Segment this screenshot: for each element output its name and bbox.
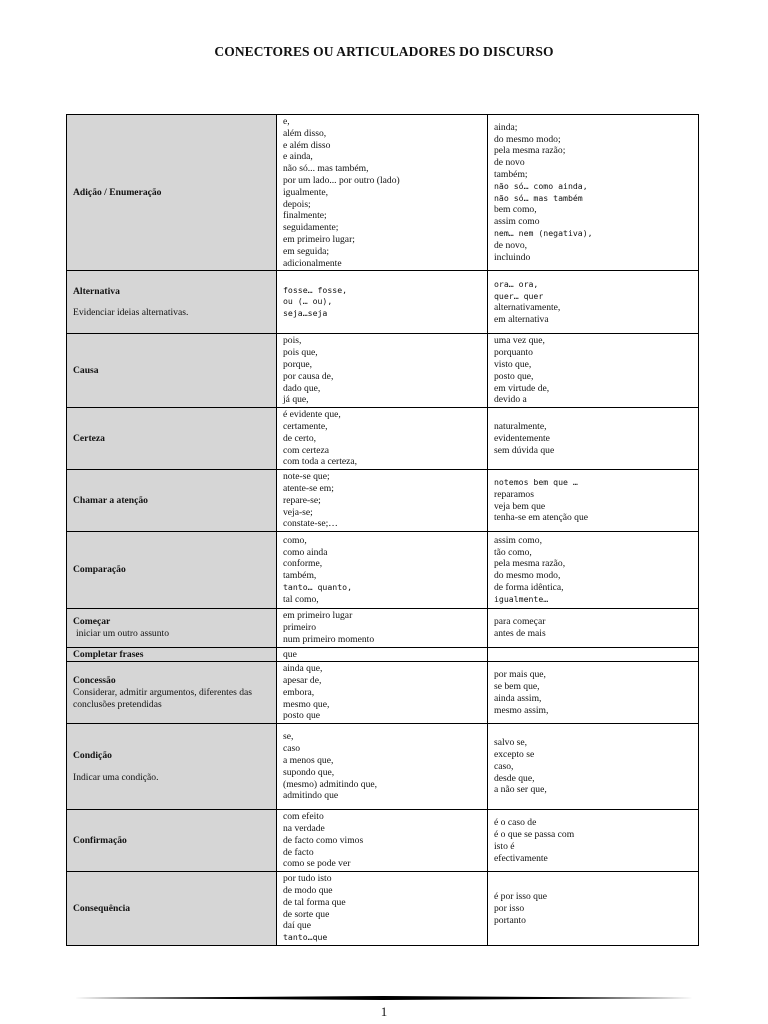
connector-item: daí que (283, 920, 311, 932)
table-row (67, 470, 699, 532)
connector-item: em primeiro lugar (283, 610, 353, 622)
connector-item: porque, (283, 358, 313, 370)
connectors-cell (488, 810, 699, 872)
category-name: Confirmação (73, 834, 127, 846)
connector-item: veja bem que (494, 500, 546, 512)
connector-item: evidentemente (494, 432, 550, 444)
table-row (67, 872, 699, 946)
connector-item: constate-se;… (283, 518, 338, 530)
connector-item: não só… como ainda, (494, 180, 588, 191)
category-name: Consequência (73, 902, 131, 914)
connector-item: num primeiro momento (283, 633, 375, 645)
connector-item: se bem que, (494, 680, 540, 692)
connector-item: reparamos (494, 488, 534, 500)
spacer (73, 762, 272, 772)
connector-item: finalmente; (283, 210, 327, 222)
connector-item: alternativamente, (494, 302, 561, 314)
category-cell (67, 724, 277, 810)
connector-item: por causa de, (283, 370, 334, 382)
connector-item: tão como, (494, 546, 532, 558)
category-name: Concessão (73, 675, 116, 687)
connector-item: ou (… ou), (283, 296, 333, 307)
connector-item: excepto se (494, 749, 535, 761)
category-cell (67, 408, 277, 470)
connector-item: caso, (494, 760, 514, 772)
category-cell (67, 470, 277, 532)
connector-item: de certo, (283, 432, 317, 444)
connectors-cell (277, 470, 488, 532)
connector-item: tanto…que (283, 932, 328, 943)
connector-item: de novo (494, 157, 525, 169)
category-description: Considerar, admitir argumentos, diferentes das conclusões pretendidas (73, 686, 253, 710)
table-row (67, 810, 699, 872)
connector-item: porquanto (494, 347, 533, 359)
connector-item: em primeiro lugar; (283, 233, 355, 245)
connector-item: com certeza (283, 444, 330, 456)
connector-item: é por isso que (494, 890, 548, 902)
connector-item: não só… mas também (494, 192, 583, 203)
connectors-cell (488, 470, 699, 532)
category-cell (67, 609, 277, 647)
connector-item: admitindo que (283, 790, 339, 802)
connector-item: portanto (494, 914, 526, 926)
connector-item: (mesmo) admitindo que, (283, 778, 378, 790)
connector-item: embora, (283, 686, 315, 698)
connectors-cell (488, 662, 699, 724)
connector-item: como se pode ver (283, 858, 351, 870)
connectors-cell (277, 408, 488, 470)
category-name: Adição / Enumeração (73, 186, 162, 198)
connector-item: por isso (494, 902, 525, 914)
connectors-cell (277, 115, 488, 271)
connector-item: assim como, (494, 534, 542, 546)
connector-item: a menos que, (283, 754, 334, 766)
connector-item: pela mesma razão; (494, 145, 566, 157)
connector-item: em seguida; (283, 245, 330, 257)
connectors-cell (488, 115, 699, 271)
connector-item: ainda que, (283, 663, 323, 675)
table-row (67, 408, 699, 470)
connector-item: devido a (494, 394, 527, 406)
connector-item: a não ser que, (494, 784, 547, 796)
category-cell (67, 810, 277, 872)
connector-item: fosse… fosse, (283, 284, 348, 295)
category-name: Causa (73, 364, 99, 376)
connectors-cell (277, 872, 488, 946)
connector-item: conforme, (283, 558, 323, 570)
connector-item: bem como, (494, 204, 537, 216)
connector-item: pois, (283, 335, 302, 347)
category-name: Alternativa (73, 285, 120, 297)
category-cell (67, 872, 277, 946)
connector-item: depois; (283, 198, 311, 210)
connector-item: para começar (494, 616, 546, 627)
connector-item: ainda assim, (494, 692, 542, 704)
connector-item: e além disso (283, 139, 331, 151)
connector-item: com toda a certeza, (283, 456, 358, 468)
connector-item: notemos bem que … (494, 477, 578, 488)
table-row (67, 609, 699, 647)
category-cell (67, 532, 277, 609)
connectors-cell (277, 334, 488, 408)
connector-item: ainda; (494, 121, 518, 133)
connector-item: de facto como vimos (283, 834, 364, 846)
connector-item: quer… quer (494, 290, 544, 301)
connector-item: com efeito (283, 811, 324, 823)
connector-item: de modo que (283, 885, 333, 897)
connector-item: sem dúvida que (494, 444, 555, 456)
table-row (67, 724, 699, 810)
connectors-cell (277, 724, 488, 810)
connector-item: uma vez que, (494, 335, 545, 347)
connectors-cell (277, 532, 488, 609)
connector-item: é o caso de (494, 817, 537, 829)
connector-item: de sorte que (283, 908, 330, 920)
connectors-cell (488, 532, 699, 609)
table-row (67, 647, 699, 662)
connector-item: na verdade (283, 823, 325, 835)
category-description: iniciar um outro assunto (76, 627, 169, 639)
category-name: Certeza (73, 432, 105, 444)
connector-item: por tudo isto (283, 873, 332, 885)
connectors-table (66, 114, 699, 946)
connector-item: de facto (283, 846, 314, 858)
category-name: Comparação (73, 564, 126, 576)
category-cell (67, 662, 277, 724)
connector-item: nem… nem (negativa), (494, 228, 593, 239)
category-cell (67, 271, 277, 334)
connector-item: pela mesma razão, (494, 558, 566, 570)
connectors-cell (488, 609, 699, 647)
connector-item: naturalmente, (494, 420, 547, 432)
connector-item: também, (283, 570, 317, 582)
connector-item: seguidamente; (283, 222, 339, 234)
connector-item: por mais que, (494, 669, 546, 681)
connector-item: efectivamente (494, 852, 548, 864)
connector-item: note-se que; (283, 471, 330, 483)
connector-item: também; (494, 169, 528, 181)
connector-item: incluindo (494, 251, 531, 263)
connector-item: de novo, (494, 239, 528, 251)
spacer (73, 297, 272, 307)
connector-item: é evidente que, (283, 409, 341, 421)
connectors-cell (488, 334, 699, 408)
connectors-cell (488, 647, 699, 662)
connector-item: posto que (283, 710, 321, 722)
connector-item: por um lado... por outro (lado) (283, 174, 400, 186)
connector-item: se, (283, 731, 294, 743)
connector-item: é o que se passa com (494, 828, 575, 840)
category-cell (67, 334, 277, 408)
connector-item: desde que, (494, 772, 535, 784)
category-name: Começar (73, 616, 111, 627)
connector-item: igualmente, (283, 186, 329, 198)
connector-item: em virtude de, (494, 382, 550, 394)
connector-item: adicionalmente (283, 257, 342, 269)
connector-item: já que, (283, 394, 309, 406)
connectors-cell (488, 872, 699, 946)
category-name: Chamar a atenção (73, 494, 148, 506)
connector-item: ora… ora, (494, 278, 539, 289)
category-name: Condição (73, 749, 112, 761)
connector-item: dado que, (283, 382, 321, 394)
connectors-cell (488, 724, 699, 810)
connector-item: igualmente… (494, 593, 549, 604)
connector-item: que (283, 648, 297, 660)
connector-item: certamente, (283, 420, 328, 432)
page-title: CONECTORES OU ARTICULADORES DO DISCURSO (214, 44, 554, 59)
table-row (67, 115, 699, 271)
connectors-cell (277, 810, 488, 872)
connector-item: tal como, (283, 593, 319, 605)
connector-item: mesmo assim, (494, 704, 549, 716)
table-row (67, 662, 699, 724)
category-name: Completar frases (73, 648, 144, 660)
connector-item: em alternativa (494, 314, 549, 326)
table-row (67, 532, 699, 609)
connector-item: antes de mais (494, 627, 546, 639)
category-description: Evidenciar ideias alternativas. (73, 307, 189, 319)
connector-item: e, (283, 116, 290, 127)
connector-item: primeiro (283, 621, 317, 633)
connector-item: do mesmo modo; (494, 133, 561, 145)
category-cell (67, 115, 277, 271)
connector-item: além disso, (283, 127, 327, 139)
connector-item: do mesmo modo, (494, 570, 561, 582)
connector-item: seja…seja (283, 308, 328, 319)
table-row (67, 334, 699, 408)
connector-item: de tal forma que (283, 896, 346, 908)
connectors-cell (277, 609, 488, 647)
footer-divider (74, 996, 694, 1000)
connector-item: salvo se, (494, 737, 528, 749)
connector-item: supondo que, (283, 766, 335, 778)
connector-item: isto é (494, 840, 515, 852)
connectors-cell (277, 271, 488, 334)
connector-item: assim como (494, 216, 540, 228)
connector-item: de forma idêntica, (494, 581, 564, 593)
table-row (67, 271, 699, 334)
connector-item: e ainda, (283, 151, 313, 163)
category-description: Indicar uma condição. (73, 771, 159, 783)
connector-item: como, (283, 534, 307, 546)
connector-item: pois que, (283, 347, 318, 359)
page-number: 1 (380, 1004, 388, 1019)
connector-item: veja-se; (283, 506, 313, 518)
connector-item: tenha-se em atenção que (494, 512, 589, 524)
connector-item: caso (283, 743, 301, 755)
connector-item: apesar de, (283, 675, 322, 687)
connector-item: mesmo que, (283, 698, 330, 710)
connectors-cell (488, 408, 699, 470)
connectors-cell (277, 662, 488, 724)
connector-item: tanto… quanto, (283, 581, 353, 592)
connector-item: posto que, (494, 370, 534, 382)
category-cell (67, 647, 277, 662)
connector-item: repare-se; (283, 494, 321, 506)
connector-item: não só... mas também, (283, 163, 369, 175)
connector-item: como ainda (283, 546, 328, 558)
connector-item: visto que, (494, 358, 532, 370)
connector-item: atente-se em; (283, 482, 334, 494)
connectors-cell (488, 271, 699, 334)
connectors-cell (277, 647, 488, 662)
